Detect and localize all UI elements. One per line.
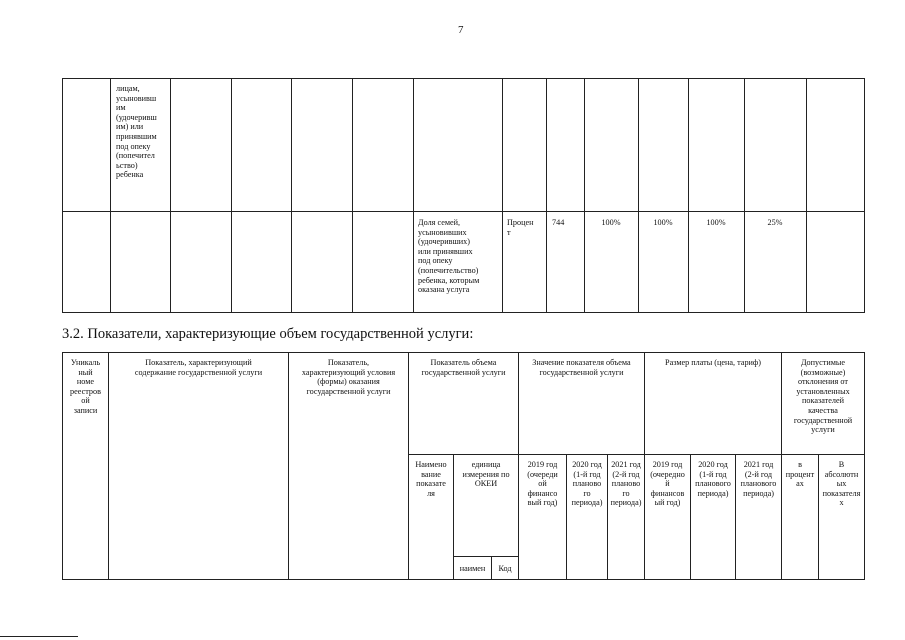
subheader-fee-2021: 2021 год (2-й год планового периода) bbox=[740, 460, 777, 498]
subheader-volume-2021: 2021 год (2-й год планово го периода) bbox=[610, 460, 642, 508]
row1-recipient-text: лицам, усыновивш им (удочеривш им) или принявшим под опеку (попечител ьство) ребенка bbox=[116, 84, 157, 180]
row2-deviation: 25% bbox=[767, 218, 783, 227]
subheader-fee-2019: 2019 год (очередно й финансов ый год) bbox=[650, 460, 685, 508]
header-fee: Размер платы (цена, тариф) bbox=[665, 358, 761, 367]
row2-indicator-name: Доля семей, усыновивших (удочеривших) или принявших под опеку (попечительство) ребенка, которым оказана услуга bbox=[418, 218, 480, 295]
header-registry-number: Уникаль ный номе реестров ой записи bbox=[70, 358, 101, 415]
header-content-indicator: Показатель, характеризующий содержание государственной услуги bbox=[134, 358, 263, 377]
subheader-volume-2020: 2020 год (1-й год планово го периода) bbox=[571, 460, 603, 508]
subheader-in-percent: в процент ах bbox=[785, 460, 815, 489]
subheader-unit-name: наимен bbox=[459, 564, 486, 573]
page-number: 7 bbox=[458, 24, 464, 36]
row2-value-2021: 100% bbox=[706, 218, 726, 227]
row2-unit-name: Процен т bbox=[507, 218, 534, 237]
section-heading: 3.2. Показатели, характеризующие объем государственной услуги: bbox=[62, 326, 474, 342]
row2-value-2019: 100% bbox=[601, 218, 621, 227]
header-volume-value: Значение показателя объема государственной услуги bbox=[532, 358, 631, 377]
subheader-indicator-name: Наимено вание показате ля bbox=[415, 460, 447, 498]
subheader-volume-2019: 2019 год (очереди ой финансо вый год) bbox=[527, 460, 558, 508]
subheader-unit-okei: единица измерения по ОКЕИ bbox=[462, 460, 510, 489]
subheader-absolute: В абсолютн ых показателя х bbox=[822, 460, 861, 508]
header-allowed-deviations: Допустимые (возможные) отклонения от установленных показателей качества государственной услуги bbox=[793, 358, 853, 435]
header-conditions-indicator: Показатель, характеризующий условия (формы) оказания государственной услуги bbox=[301, 358, 396, 396]
subheader-fee-2020: 2020 год (1-й год планового периода) bbox=[695, 460, 731, 498]
subheader-unit-code: Код bbox=[498, 564, 512, 573]
header-volume-indicator: Показатель объема государственной услуги bbox=[421, 358, 506, 377]
row2-value-2020: 100% bbox=[653, 218, 673, 227]
footnote-separator bbox=[0, 636, 78, 637]
row2-okei-code: 744 bbox=[552, 218, 565, 227]
